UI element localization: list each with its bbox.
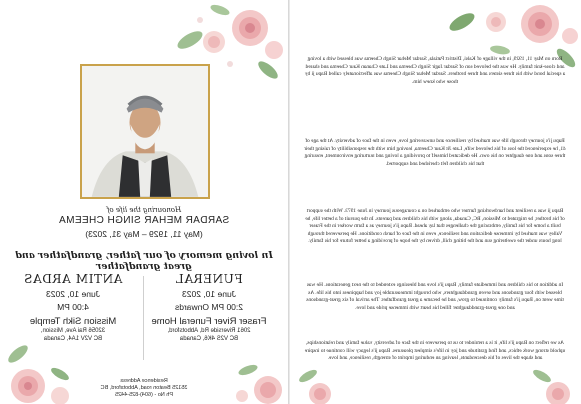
obituary-paragraph-1: Born on May 11, 1929, in the village of Kalsi, District Patiala, Sardar Mehar Singh Cheema was blessed with a loving and close-knit family. He was the beloved son of Sardar Jagir Singh Cheema and Late Chanan Kaur Cheema and shared a special bond with his three sisters and three brothers. Sardar Mehar Singh Cheema was affectionately called Bapu ji by those who knew him. [304, 56, 566, 85]
left-panel [0, 0, 289, 404]
obituary-paragraph-3: Bapu ji was a resilient and hardworking farmer who embarked on a courageous journey in June 1973. With the support of his brother, he migrated to Mission, BC, Canada, along with his children and parents. In the pursuit of a better life, he built a home for his family, embracing the challenges that lay ahead. Bapu ji's journey as a farm worker in the Fraser Valley was marked by immense dedication and resilience, even in the face of harsh conditions. He persevered through long hours under the sweltering sun and the biting chill, driven by the hope of providing a better future for his family. [305, 208, 565, 245]
obituary-paragraph-5: As we reflect on Bapu ji's life, it is a reminder to us to persevere in the face of adversity, value family and relationships, uphold strong work ethics, and find gratitude and joy in life's simplest pleasures. Bapu ji's legacy will continue to inspire and shape the lives of his descendants, leaving an enduring imprint of strength, resilience, and love. [304, 340, 566, 362]
antim-ardas-address-2: BC V2V 1A4, Canada [43, 336, 103, 342]
portrait-illustration [82, 66, 208, 197]
obituary-paragraph-4: In addition to his children and immediate family, Bapu ji's love and blessings extended to the next generations. He was blessed with four grandsons and seven granddaughters, who brought immeasurable joy and happiness into his life. As time went on, Bapu ji's family continued to grow, and he became a great grandfather. The arrival of six great-grandsons and one great-granddaughter filled his heart with immense pride and love. [306, 282, 564, 311]
antim-ardas-date: June 10, 2023 [46, 289, 100, 299]
honouring-label: Honouring the life of [106, 206, 182, 214]
life-dates: (May 11, 1929 – May 31, 2023) [85, 229, 203, 239]
funeral-heading: FUNERAL [175, 272, 243, 286]
residence-address: 35125 Beaton road, Abbotsford, BC [100, 385, 188, 391]
right-panel [290, 0, 581, 404]
antim-ardas-section [14, 272, 132, 343]
funeral-venue: Fraser River Funeral Home [151, 316, 267, 327]
deceased-name: SARDAR MEHAR SINGH CHEEMA [58, 215, 230, 226]
residence-phone: Ph No - (604)-825-4425 [114, 392, 174, 398]
residence-block [0, 378, 288, 399]
antim-ardas-venue: Mission Sikh Temple [29, 316, 117, 327]
funeral-date: June 10, 2023 [182, 289, 236, 299]
funeral-address-2: BC V2S 4K6, Canada [179, 336, 239, 342]
funeral-time: 2:00 PM Onwards [174, 302, 244, 312]
section-divider [143, 276, 144, 360]
funeral-address-1: 2061 Riverside Rd, Abbotsford, [167, 328, 251, 334]
antim-ardas-address-1: 32056 Rai Ave, Mission, [40, 328, 106, 334]
portrait-photo [80, 64, 210, 199]
residence-heading: Residence Address [120, 378, 168, 384]
memory-line: In loving memory of our father, grandfather and great grandfather [15, 250, 273, 272]
obituary-paragraph-2: Bapu ji's journey through life was marked by resilience and unwavering love, even in the face of adversity. At the age of 41, he experienced the loss of his beloved wife, Late Jit Kaur Cheema, leaving him with the responsibility of raising their three sons and one daughter on his own. He dedicated himself to providing a loving and nurturing environment, ensuring that his children felt cherished and supported. [304, 138, 566, 167]
antim-ardas-heading: ANTIM ARDAS [23, 272, 123, 286]
antim-ardas-time: 4:00 PM [57, 302, 89, 312]
funeral-section [150, 272, 268, 343]
